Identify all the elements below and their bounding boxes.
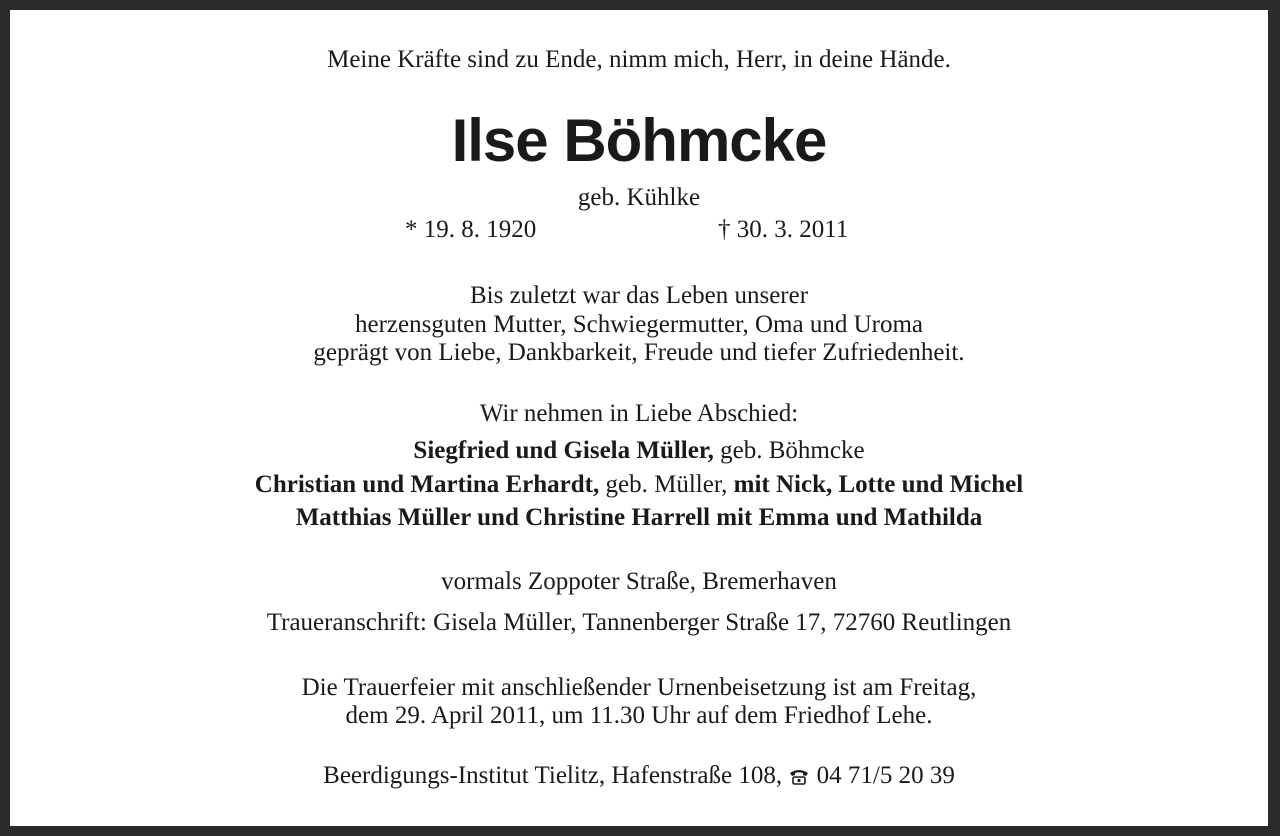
tribute-line-3: geprägt von Liebe, Dankbarkeit, Freude und tiefer Zufriedenheit. [313, 339, 965, 366]
family-line-1 [10, 437, 1268, 465]
deceased-name: Ilse Böhmcke [451, 107, 827, 174]
family-2-note: geb. Müller, [599, 471, 734, 498]
family-line-2 [10, 471, 1268, 499]
family-1-names: Siegfried und Gisela Müller, [413, 437, 714, 464]
tribute-line-2: herzensguten Mutter, Schwiegermutter, Oma und Uroma [355, 311, 923, 338]
obituary-notice [10, 10, 1268, 826]
farewell-heading: Wir nehmen in Liebe Abschied: [479, 400, 799, 427]
family-1-note: geb. Böhmcke [713, 437, 865, 464]
undertaker-name: Beerdigungs-Institut Tielitz, Hafenstraße 108, [323, 762, 783, 789]
tribute-line-1: Bis zuletzt war das Leben unserer [469, 282, 809, 309]
phone-number: 04 71/5 20 39 [816, 762, 955, 789]
telephone-icon [788, 764, 810, 782]
birth-date: * 19. 8. 1920 [405, 216, 537, 243]
family-2-children: mit Nick, Lotte und Michel [733, 471, 1024, 498]
former-address: vormals Zoppoter Straße, Bremerhaven [441, 568, 837, 595]
motto-verse: Meine Kräfte sind zu Ende, nimm mich, Herr, in deine Hände. [327, 46, 951, 73]
mourning-address: Traueranschrift: Gisela Müller, Tannenberger Straße 17, 72760 Reutlingen [266, 609, 1012, 636]
death-date: † 30. 3. 2011 [718, 216, 849, 243]
family-line-3 [10, 504, 1268, 532]
life-dates [10, 216, 1268, 246]
service-line-1: Die Trauerfeier mit anschließender Urnenbeisetzung ist am Freitag, [301, 674, 977, 701]
undertaker-line [10, 762, 1268, 790]
birth-name: geb. Kühlke [577, 184, 701, 211]
family-3-names: Matthias Müller und Christine Harrell mit Emma und Mathilda [295, 504, 983, 531]
family-2-names: Christian und Martina Erhardt, [254, 471, 600, 498]
service-line-2: dem 29. April 2011, um 11.30 Uhr auf dem Friedhof Lehe. [345, 702, 933, 729]
